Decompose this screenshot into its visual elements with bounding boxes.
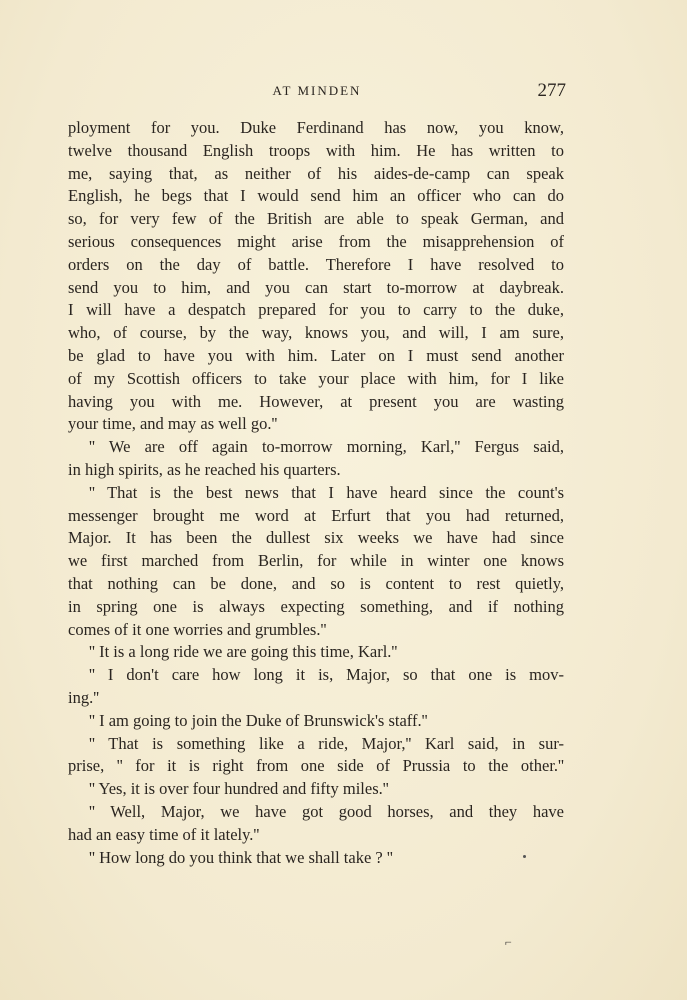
text-line: '' We are off again to-morrow morning, Karl,'' Fergus said, bbox=[89, 437, 564, 457]
text-line: '' It is a long ride we are going this time, Karl.'' bbox=[89, 642, 398, 662]
text-line: '' That is the best news that I have heard since the count's bbox=[89, 482, 564, 502]
page-number: 277 bbox=[537, 80, 566, 101]
text-line: in high spirits, as he reached his quarters. bbox=[68, 459, 341, 479]
print-speck bbox=[523, 855, 526, 858]
page-header bbox=[68, 80, 566, 104]
text-line: '' Well, Major, we have got good horses, and they have bbox=[89, 801, 564, 821]
text-line: orders on the day of battle. Therefore I have resolved to bbox=[68, 254, 564, 274]
printer-mark: ⌐ bbox=[505, 935, 512, 949]
text-line: we first marched from Berlin, for while in winter one knows bbox=[68, 551, 564, 571]
body-text bbox=[68, 117, 564, 869]
text-line: your time, and may as well go.'' bbox=[68, 414, 278, 434]
running-head: AT MINDEN bbox=[272, 83, 362, 98]
text-line: so, for very few of the British are able to speak German, and bbox=[68, 209, 564, 229]
text-line: me, saying that, as neither of his aides-de-camp can speak bbox=[68, 163, 564, 183]
text-line: in spring one is always expecting something, and if nothing bbox=[68, 596, 564, 616]
text-line: who, of course, by the way, knows you, and will, I am sure, bbox=[68, 323, 564, 343]
text-line: twelve thousand English troops with him. He has written to bbox=[68, 140, 564, 160]
text-line: Major. It has been the dullest six weeks we have had since bbox=[68, 528, 564, 548]
text-line: English, he begs that I would send him an officer who can do bbox=[68, 186, 564, 206]
text-line: '' That is something like a ride, Major,'' Karl said, in sur- bbox=[89, 733, 564, 753]
text-line: having you with me. However, at present you are wasting bbox=[68, 391, 564, 411]
text-line: prise, '' for it is right from one side of Prussia to the other.'' bbox=[68, 756, 564, 776]
text-line: messenger brought me word at Erfurt that you had returned, bbox=[68, 505, 564, 525]
text-line: '' I am going to join the Duke of Brunswick's staff.'' bbox=[89, 710, 428, 730]
text-line: of my Scottish officers to take your place with him, for I like bbox=[68, 368, 564, 388]
text-line: be glad to have you with him. Later on I must send another bbox=[68, 345, 564, 365]
text-line: had an easy time of it lately.'' bbox=[68, 824, 260, 844]
text-line: ing.'' bbox=[68, 687, 100, 707]
text-line: I will have a despatch prepared for you to carry to the duke, bbox=[68, 300, 564, 320]
text-line: comes of it one worries and grumbles.'' bbox=[68, 619, 327, 639]
text-line: '' How long do you think that we shall take ? '' bbox=[89, 847, 393, 867]
text-line: ployment for you. Duke Ferdinand has now, you know, bbox=[68, 118, 564, 137]
text-line: '' I don't care how long it is, Major, so that one is mov- bbox=[89, 665, 564, 685]
text-line: that nothing can be done, and so is content to rest quietly, bbox=[68, 573, 564, 593]
text-line: serious consequences might arise from the misapprehension of bbox=[68, 231, 564, 251]
text-line: send you to him, and you can start to-morrow at daybreak. bbox=[68, 277, 564, 297]
text-line: '' Yes, it is over four hundred and fifty miles.'' bbox=[89, 779, 389, 799]
